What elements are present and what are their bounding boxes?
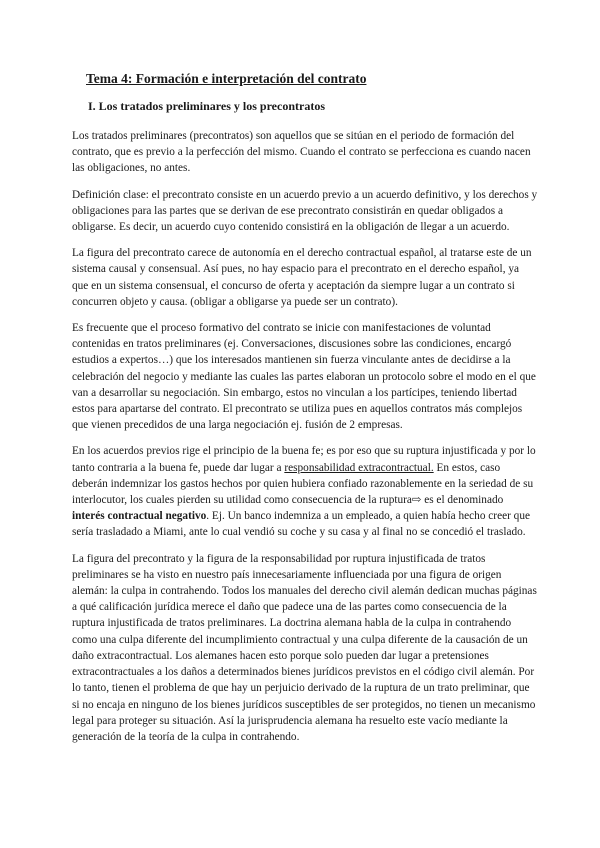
paragraph-4: Es frecuente que el proceso formativo del contrato se inicie con manifestaciones de voluntad contenidas en tratos preliminares (ej. Conversaciones, discusiones sobre las condiciones, encargó estudios a expertos…) que los interesados mantienen sin fuerza vinculante antes de decidirse a la celebración del negocio y mediante las cuales las partes elaboran un protocolo sobre el modo en el que van a desarrollar su negociación. Sin embargo, estos no vinculan a los partícipes, teniendo libertad estos para apartarse del contrato. El precontrato se utiliza pues en aquellos contratos más complejos que vienen precedidos de una larga negociación ej. fusión de 2 empresas. — [72, 322, 536, 432]
paragraph-5-text-a: En los acuerdos previos rige el principio de la buena fe; es por eso que su ruptura injustificada y por lo tanto contraria a la buena fe, puede dar lugar a — [72, 445, 536, 474]
paragraph-1: Los tratados preliminares (precontratos) son aquellos que se sitúan en el periodo de formación del contrato, que es previo a la perfección del mismo. Cuando el contrato se perfecciona es cuando nacen las obligaciones, no antes. — [72, 130, 531, 175]
responsabilidad-extracontractual-term: responsabilidad extracontractual. — [284, 461, 434, 474]
paragraph-2: Definición clase: el precontrato consiste en un acuerdo previo a un acuerdo definitivo, y los derechos y obligaciones para las partes que se derivan de ese precontrato consistirán en quedar obligados a obligarse. Es decir, un acuerdo cuyo contenido consistirá en la obligación de llegar a un acuerdo. — [72, 188, 538, 234]
paragraph-5 — [72, 443, 538, 540]
paragraph-3: La figura del precontrato carece de autonomía en el derecho contractual español, al tratarse este de un sistema causal y consensual. Así pues, no hay espacio para el precontrato en el derecho español, ya que en un sistema consensual, el concurso de oferta y aceptación da siempre lugar a un contrato si concurren objeto y causa. (obligar a obligarse ya puede ser un contrato). — [72, 247, 532, 308]
section-heading: I. Los tratados preliminares y los precontratos — [88, 99, 325, 113]
interes-contractual-negativo-term: interés contractual negativo — [72, 510, 207, 523]
paragraph-6: La figura del precontrato y la figura de la responsabilidad por ruptura injustificada de tratos preliminares se ha visto en nuestro país innecesariamente influenciada por una figura de origen alemán: la culpa in contrahendo. Todos los manuales del derecho civil alemán dedican muchas páginas a qué calificación jurídica merece el daño que padece una de las partes como consecuencia de la ruptura injustificada de tratos preliminares. La doctrina alemana habla de la culpa in contrahendo como una culpa diferente del incumplimiento contractual y una culpa diferente de la causación de un daño extracontractual. Los alemanes hacen esto porque solo pueden dar lugar a pretensiones extracontractuales a los daños a determinados bienes jurídicos previstos en el código civil alemán. Por lo tanto, tienen el problema de que hay un perjuicio derivado de la ruptura de un trato preliminar, que si no encaja en ninguno de los bienes jurídicos susceptibles de ser protegidos, no tienen un mecanismo legal para proteger su situación. Así la jurisprudencia alemana ha resuelto este vacío mediante la generación de la teoría de la culpa in contrahendo. — [72, 552, 537, 743]
document-title: Tema 4: Formación e interpretación del contrato — [86, 71, 367, 86]
paragraph-5-text-c: . Ej. Un banco indemniza a un empleado, a quien había hecho creer que sería trasladado a Miami, ante lo cual vendió su coche y su casa y al final no se concedió el traslado. — [72, 510, 530, 539]
paragraph-5-text-b: En estos, caso deberán indemnizar los gastos hechos por quien hubiera confiado razonablemente en la seriedad de su interlocutor, los cuales pierden su utilidad como consecuencia de la ruptura⇨ es el denominado — [72, 461, 534, 507]
